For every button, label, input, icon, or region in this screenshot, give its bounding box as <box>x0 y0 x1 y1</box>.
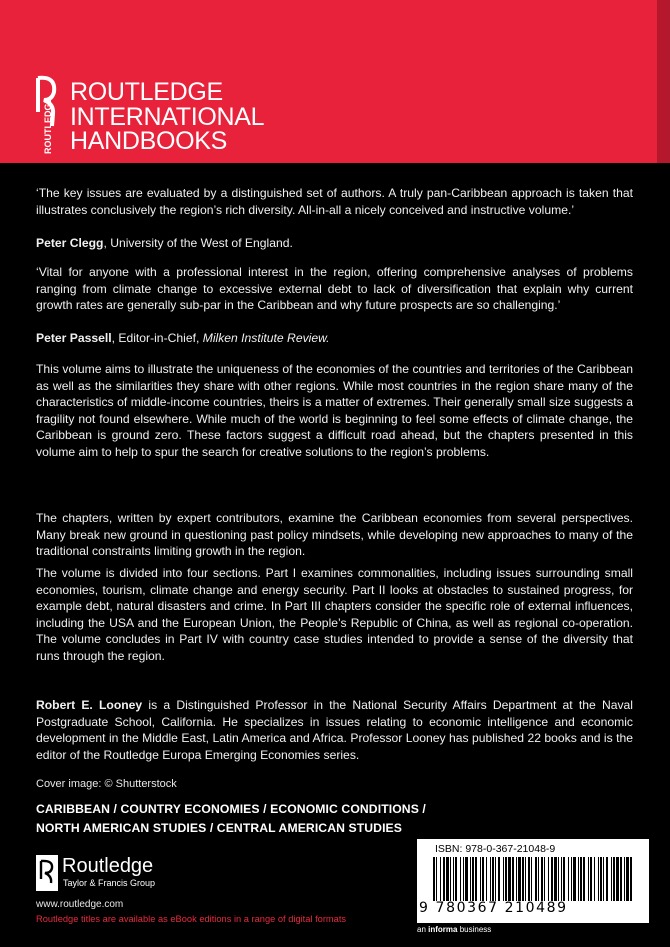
series-title-line-2: INTERNATIONAL <box>70 102 265 131</box>
barcode-bar <box>463 857 464 901</box>
barcode-bar <box>588 857 589 901</box>
barcode-bar <box>486 857 487 901</box>
barcode-bar <box>505 857 507 901</box>
barcode-bar <box>541 857 543 901</box>
barcode-bar <box>544 857 545 901</box>
barcode-bar <box>630 857 632 901</box>
barcode-bar <box>436 857 437 901</box>
barcode-bar <box>611 857 612 901</box>
spine-strip <box>657 0 670 163</box>
barcode-bar <box>490 857 491 901</box>
informa-name: informa <box>428 925 458 934</box>
barcode-digits: 9 780367 210489 <box>419 900 568 916</box>
subject-categories-line-2: NORTH AMERICAN STUDIES / CENTRAL AMERICAN STUDIES <box>36 821 403 835</box>
publisher-group: Taylor & Francis Group <box>63 878 156 888</box>
barcode-bar <box>563 857 565 901</box>
publisher-name: Routledge <box>62 855 154 877</box>
barcode-bar <box>554 857 557 901</box>
barcode-bar <box>440 857 441 901</box>
publisher-url: www.routledge.com <box>36 899 124 910</box>
endorsement-quote-2: ‘Vital for anyone with a professional interest in the region, offering comprehensive analyses of problems ranging from climate change to excessive external debt to lack of diversification that explain why current growth rates are generally sub-par in the Caribbean and why future prospects are so challenging.’ <box>36 265 633 312</box>
barcode-bar <box>512 857 514 901</box>
subject-categories-line-1: CARIBBEAN / COUNTRY ECONOMIES / ECONOMIC CONDITIONS / <box>36 802 426 816</box>
description-paragraph: The chapters, written by expert contributors, examine the Caribbean economies from several perspectives. Many break new ground in questioning past policy mindsets, while developing new approaches to many of the traditional constraints limiting growth in the region. <box>36 511 633 558</box>
barcode-bar <box>516 857 517 901</box>
description-paragraph: The volume is divided into four sections. Part I examines commonalities, including issues surrounding small economies, tourism, climate change and energy security. Part II looks at obstacles to sustained progress, for example debt, natural disasters and crime. In Part III chapters consider the specific role of external influences, including the USA and the European Union, the People’s Republic of China, as well as regional co-operation. The volume concludes in Part IV with country case studies intended to provide a sense of the diversity that runs through the region. <box>36 566 633 663</box>
barcode-bar <box>492 857 494 901</box>
barcode-bar <box>470 857 471 901</box>
informa-prefix: an <box>417 925 429 934</box>
barcode-bar <box>613 857 615 901</box>
author-name: Robert E. Looney <box>36 698 143 712</box>
barcode-bar <box>538 857 539 901</box>
barcode-bar <box>453 857 454 901</box>
publisher-logo-icon <box>36 855 58 891</box>
barcode-bar <box>525 857 526 901</box>
barcode-bar <box>518 857 521 901</box>
series-title-line-3: HANDBOOKS <box>70 127 228 155</box>
barcode-bar <box>480 857 481 901</box>
barcode-bar <box>460 857 461 901</box>
endorser-name: Peter Passell <box>36 331 112 345</box>
barcode-bar <box>606 857 608 901</box>
barcode-bar <box>443 857 445 901</box>
barcode-bar <box>620 857 622 901</box>
barcode-bar <box>498 857 500 901</box>
endorsement-attribution-2 <box>36 330 633 347</box>
barcode-bar <box>583 857 585 901</box>
cover-credit: Cover image: © Shutterstock <box>36 778 177 790</box>
informa-business-line <box>417 925 491 934</box>
endorser-affiliation: , Editor-in-Chief, <box>111 331 203 345</box>
series-title-line-1: ROUTLEDGE <box>70 78 223 106</box>
author-bio <box>36 697 633 763</box>
barcode-bar <box>450 857 451 901</box>
isbn-barcode <box>417 839 649 923</box>
barcode-bar <box>551 857 553 901</box>
barcode-bar <box>535 857 537 901</box>
endorser-affiliation: , University of the West of England. <box>103 236 293 250</box>
barcode-bar <box>475 857 477 901</box>
isbn-label: ISBN: 978-0-367-21048-9 <box>435 843 556 855</box>
barcode-bar <box>580 857 582 901</box>
barcode-bar <box>590 857 592 901</box>
barcode-bars <box>433 857 633 901</box>
barcode-bar <box>624 857 625 901</box>
barcode-bar <box>568 857 569 901</box>
barcode-bar <box>508 857 511 901</box>
series-title <box>70 80 264 154</box>
author-bio-text: is a Distinguished Professor in the National Security Affairs Department at the Naval Postgraduate School, California. He specializes in issues relating to economic intelligence and economic development in the Middle East, Latin America and Africa. Professor Looney has published 22 books and is the editor of the Routledge Europa Emerging Economies series. <box>36 698 633 762</box>
barcode-bar <box>598 857 599 901</box>
barcode-bar <box>558 857 559 901</box>
barcode-bar <box>472 857 474 901</box>
endorser-name: Peter Clegg <box>36 236 104 250</box>
barcode-bar <box>495 857 496 901</box>
barcode-bar <box>455 857 457 901</box>
barcode-bar <box>433 857 435 901</box>
barcode-bar <box>600 857 602 901</box>
barcode-bar <box>578 857 579 901</box>
barcode-bar <box>503 857 504 901</box>
ebook-note: Routledge titles are available as eBook editions in a range of digital formats <box>36 914 347 924</box>
barcode-bar <box>482 857 484 901</box>
barcode-bar <box>603 857 604 901</box>
barcode-bar <box>616 857 619 901</box>
endorser-publication: Milken Institute Review. <box>202 331 330 345</box>
barcode-bar <box>446 857 449 901</box>
informa-suffix: business <box>457 925 492 934</box>
barcode-bar <box>528 857 530 901</box>
endorsement-attribution-1 <box>36 235 633 252</box>
description-paragraph: This volume aims to illustrate the uniqueness of the economies of the countries and territories of the Caribbean as well as the similarities they share with other regions. While most countries in the region share many of the characteristics of middle-income countries, theirs is a matter of extremes. Their generally small size suggests a fragility not found elsewhere. While much of the world is beginning to feel some effects of climate change, the Caribbean is ground zero. These factors suggest a difficult road ahead, but the chapters presented in this volume aim to help to spur the search for creative solutions to the region’s problems. <box>36 362 633 459</box>
barcode-bar <box>571 857 572 901</box>
logo-word: ROUTLEDGE <box>43 97 53 154</box>
barcode-bar <box>548 857 549 901</box>
endorsement-quote-1: ‘The key issues are evaluated by a distinguished set of authors. A truly pan-Caribbean approach is taken that illustrates conclusively the region’s rich diversity. All-in-all a nicely conceived and instructive volume.’ <box>36 186 633 217</box>
barcode-bar <box>573 857 576 901</box>
barcode-bar <box>522 857 524 901</box>
barcode-bar <box>594 857 595 901</box>
barcode-bar <box>561 857 562 901</box>
routledge-logo-icon <box>34 74 60 156</box>
barcode-bar <box>531 857 532 901</box>
barcode-bar <box>626 857 629 901</box>
barcode-bar <box>465 857 468 901</box>
